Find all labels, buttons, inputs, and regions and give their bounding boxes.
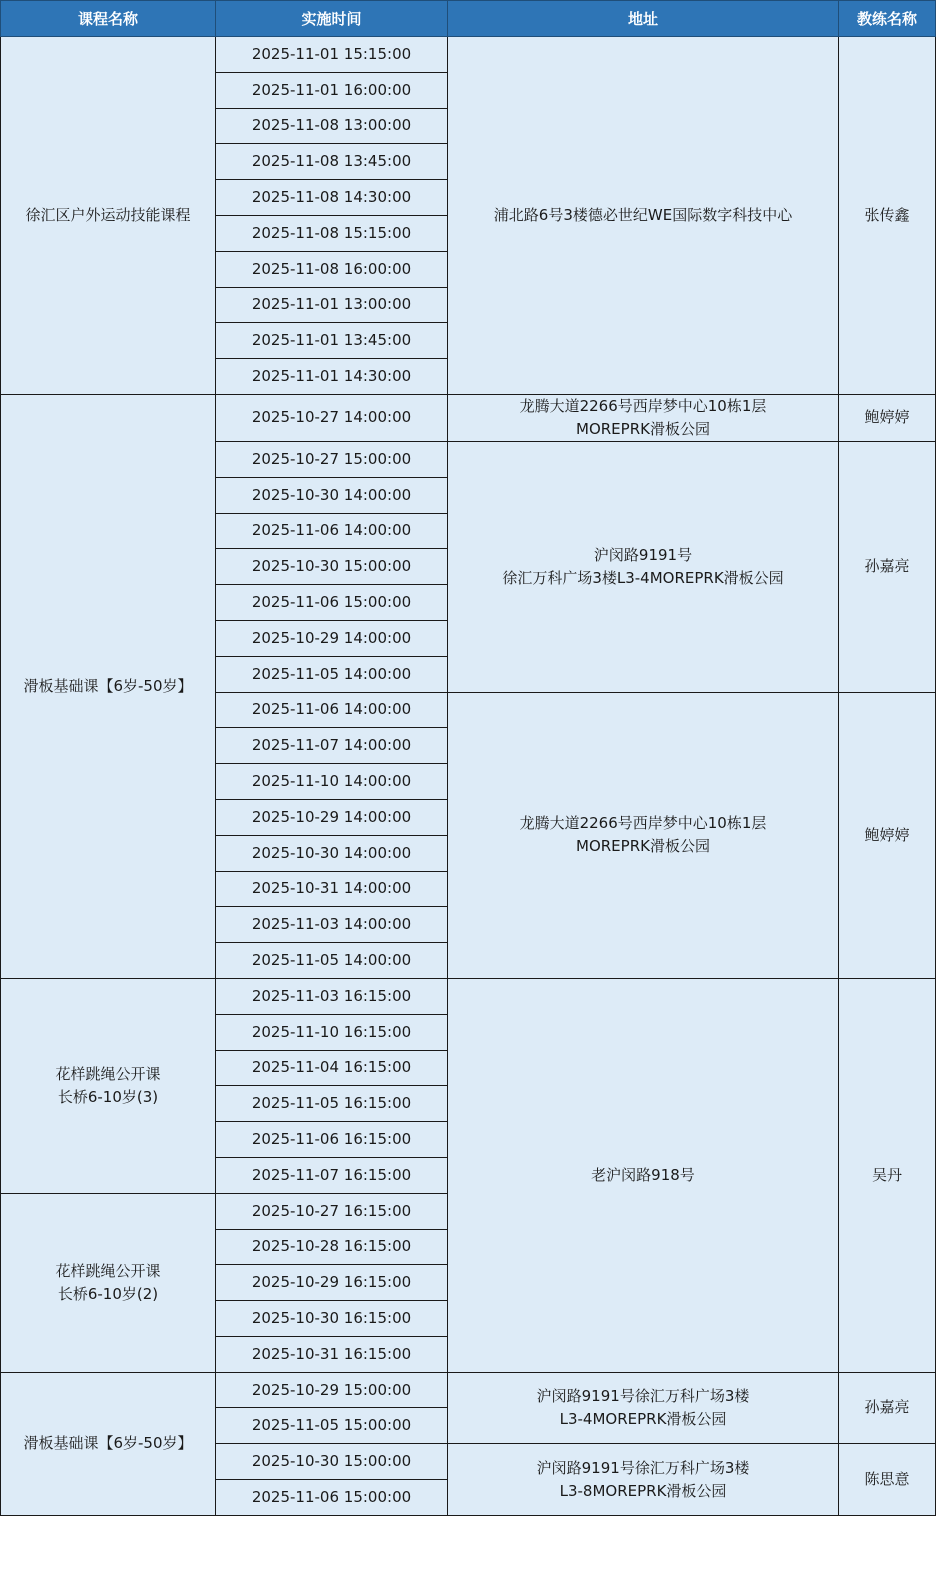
cell-text-line: 花样跳绳公开课 [55, 1261, 161, 1280]
address-cell [448, 978, 839, 1372]
time-cell: 2025-11-01 13:45:00 [216, 323, 448, 359]
time-cell: 2025-11-08 16:00:00 [216, 251, 448, 287]
coach-cell: 孙嘉亮 [839, 441, 936, 692]
time-cell: 2025-11-01 15:15:00 [216, 37, 448, 73]
time-cell: 2025-11-08 13:45:00 [216, 144, 448, 180]
address-cell [448, 1444, 839, 1516]
time-cell: 2025-10-27 15:00:00 [216, 441, 448, 477]
time-cell: 2025-10-30 14:00:00 [216, 477, 448, 513]
time-cell: 2025-11-05 14:00:00 [216, 943, 448, 979]
time-cell: 2025-11-05 14:00:00 [216, 656, 448, 692]
time-cell: 2025-11-03 16:15:00 [216, 978, 448, 1014]
coach-cell: 孙嘉亮 [839, 1372, 936, 1444]
address-cell [448, 37, 839, 395]
time-cell: 2025-11-08 14:30:00 [216, 180, 448, 216]
header-coach: 教练名称 [839, 1, 936, 37]
cell-text-line: 花样跳绳公开课 [55, 1064, 161, 1083]
cell-text-line: MOREPRK滑板公园 [576, 837, 710, 856]
coach-cell: 吴丹 [839, 978, 936, 1372]
cell-text-line: 龙腾大道2266号西岸梦中心10栋1层 [519, 814, 767, 833]
cell-text-line: 徐汇万科广场3楼L3-4MOREPRK滑板公园 [502, 568, 784, 587]
table-row [1, 394, 936, 441]
time-cell: 2025-11-01 14:30:00 [216, 359, 448, 395]
time-cell: 2025-11-01 16:00:00 [216, 72, 448, 108]
time-cell: 2025-10-29 16:15:00 [216, 1265, 448, 1301]
time-cell: 2025-11-08 15:15:00 [216, 215, 448, 251]
course-name-cell [1, 1372, 216, 1515]
header-time: 实施时间 [216, 1, 448, 37]
cell-text-line: 滑板基础课【6岁-50岁】 [23, 676, 193, 695]
cell-text-line: L3-8MOREPRK滑板公园 [559, 1481, 727, 1500]
address-cell [448, 692, 839, 978]
time-cell: 2025-11-05 15:00:00 [216, 1408, 448, 1444]
time-cell: 2025-10-29 15:00:00 [216, 1372, 448, 1408]
cell-text-line: 龙腾大道2266号西岸梦中心10栋1层 [519, 396, 767, 415]
time-cell: 2025-11-06 14:00:00 [216, 692, 448, 728]
time-cell: 2025-10-30 15:00:00 [216, 549, 448, 585]
time-cell: 2025-11-06 16:15:00 [216, 1122, 448, 1158]
time-cell: 2025-11-05 16:15:00 [216, 1086, 448, 1122]
time-cell: 2025-10-30 15:00:00 [216, 1444, 448, 1480]
time-cell: 2025-11-03 14:00:00 [216, 907, 448, 943]
course-name-cell [1, 37, 216, 395]
course-name-cell [1, 1193, 216, 1372]
time-cell: 2025-10-27 16:15:00 [216, 1193, 448, 1229]
cell-text-line: 滑板基础课【6岁-50岁】 [23, 1434, 193, 1453]
time-cell: 2025-11-10 16:15:00 [216, 1014, 448, 1050]
time-cell: 2025-10-29 14:00:00 [216, 799, 448, 835]
time-cell: 2025-11-07 14:00:00 [216, 728, 448, 764]
cell-text-line: MOREPRK滑板公园 [576, 419, 710, 438]
header-row [1, 1, 936, 37]
cell-text-line: 长桥6-10岁(3) [57, 1087, 159, 1106]
header-course: 课程名称 [1, 1, 216, 37]
coach-cell: 鲍婷婷 [839, 692, 936, 978]
time-cell: 2025-11-08 13:00:00 [216, 108, 448, 144]
coach-cell: 鲍婷婷 [839, 394, 936, 441]
address-cell [448, 1372, 839, 1444]
time-cell: 2025-10-31 14:00:00 [216, 871, 448, 907]
cell-text-line: 老沪闵路918号 [591, 1165, 695, 1184]
time-cell: 2025-11-06 15:00:00 [216, 1480, 448, 1516]
time-cell: 2025-10-31 16:15:00 [216, 1336, 448, 1372]
time-cell: 2025-11-01 13:00:00 [216, 287, 448, 323]
cell-text-line: L3-4MOREPRK滑板公园 [559, 1409, 727, 1428]
time-cell: 2025-11-07 16:15:00 [216, 1157, 448, 1193]
time-cell: 2025-11-06 15:00:00 [216, 585, 448, 621]
time-cell: 2025-10-27 14:00:00 [216, 394, 448, 441]
time-cell: 2025-11-04 16:15:00 [216, 1050, 448, 1086]
cell-text-line: 浦北路6号3楼德必世纪WE国际数字科技中心 [493, 205, 793, 224]
time-cell: 2025-10-30 16:15:00 [216, 1301, 448, 1337]
time-cell: 2025-10-30 14:00:00 [216, 835, 448, 871]
time-cell: 2025-10-29 14:00:00 [216, 620, 448, 656]
time-cell: 2025-10-28 16:15:00 [216, 1229, 448, 1265]
course-name-cell [1, 978, 216, 1193]
header-address: 地址 [448, 1, 839, 37]
address-cell [448, 441, 839, 692]
schedule-body [1, 37, 936, 1516]
course-name-cell [1, 394, 216, 978]
time-cell: 2025-11-10 14:00:00 [216, 764, 448, 800]
cell-text-line: 沪闵路9191号徐汇万科广场3楼 [536, 1458, 750, 1477]
table-row [1, 1372, 936, 1408]
table-row [1, 978, 936, 1014]
table-row [1, 37, 936, 73]
address-cell [448, 394, 839, 441]
cell-text-line: 徐汇区户外运动技能课程 [25, 205, 191, 224]
cell-text-line: 沪闵路9191号 [593, 545, 693, 564]
cell-text-line: 长桥6-10岁(2) [57, 1284, 159, 1303]
coach-cell: 陈思意 [839, 1444, 936, 1516]
coach-cell: 张传鑫 [839, 37, 936, 395]
time-cell: 2025-11-06 14:00:00 [216, 513, 448, 549]
cell-text-line: 沪闵路9191号徐汇万科广场3楼 [536, 1386, 750, 1405]
